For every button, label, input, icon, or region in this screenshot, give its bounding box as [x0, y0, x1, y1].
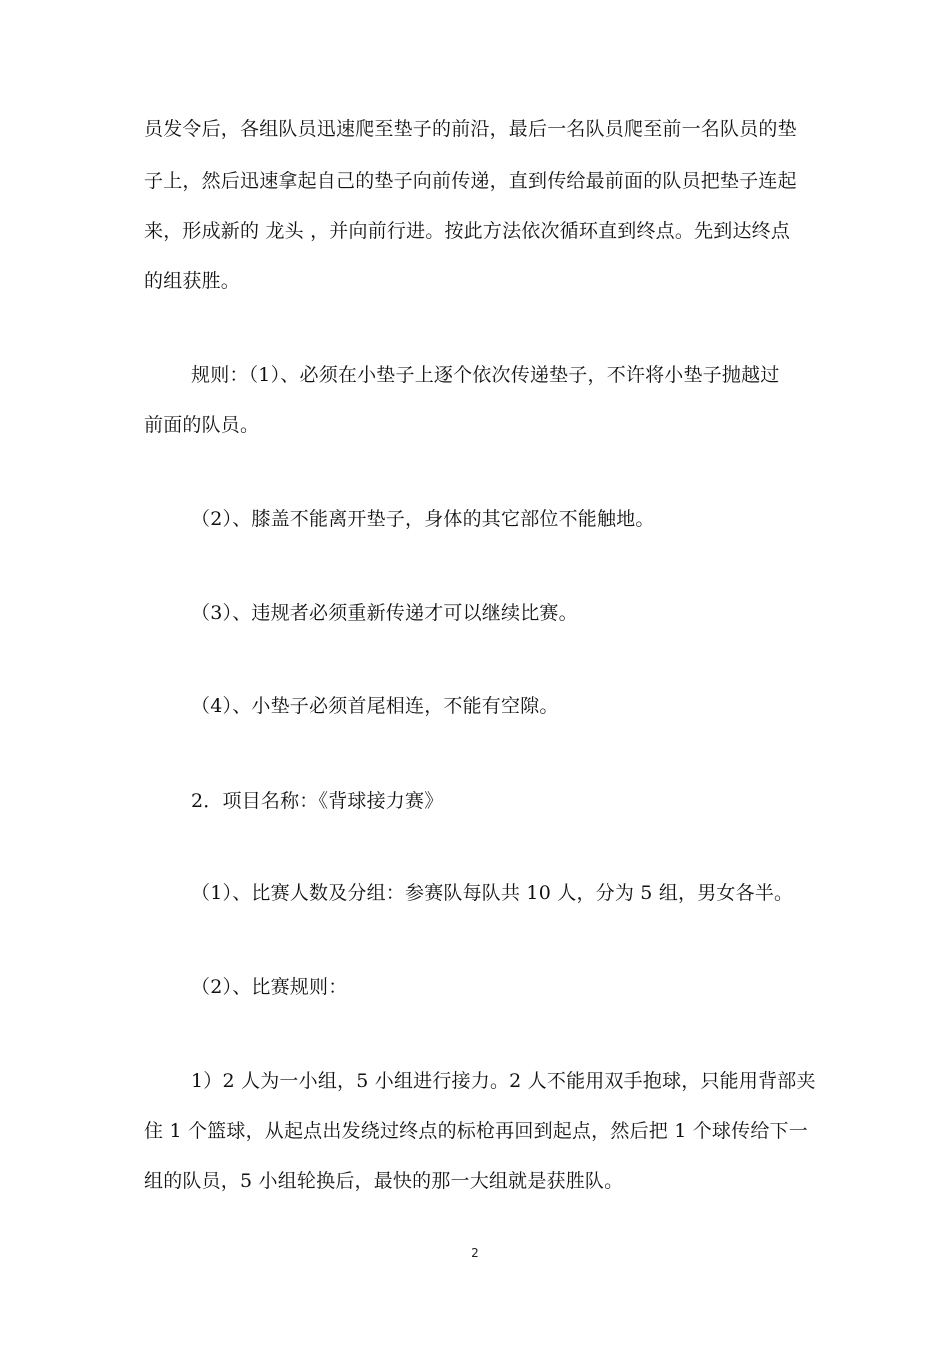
- page-number: 2: [471, 1246, 479, 1260]
- paragraph-line: 的组获胜。: [144, 270, 241, 292]
- paragraph-line: 1）2 人为一小组，5 小组进行接力。2 人不能用双手抱球，只能用背部夹: [191, 1070, 816, 1092]
- rule-item: （3）、违规者必须重新传递才可以继续比赛。: [191, 602, 578, 624]
- paragraph-line: 来，形成新的 龙头 ，并向前行进。按此方法依次循环直到终点。先到达终点: [144, 220, 791, 242]
- rules-line: 规则：（1）、必须在小垫子上逐个依次传递垫子，不许将小垫子抛越过: [191, 364, 780, 386]
- section-item: （1）、比赛人数及分组：参赛队每队共 10 人，分为 5 组，男女各半。: [191, 882, 794, 904]
- paragraph-line: 员发令后，各组队员迅速爬至垫子的前沿，最后一名队员爬至前一名队员的垫: [144, 118, 797, 140]
- section-heading: 2．项目名称：《背球接力赛》: [191, 790, 444, 812]
- paragraph-line: 住 1 个篮球，从起点出发绕过终点的标枪再回到起点，然后把 1 个球传给下一: [144, 1120, 808, 1142]
- rules-line: 前面的队员。: [144, 414, 260, 436]
- rule-item: （2）、膝盖不能离开垫子，身体的其它部位不能触地。: [191, 508, 655, 530]
- paragraph-line: 组的队员，5 小组轮换后，最快的那一大组就是获胜队。: [144, 1170, 624, 1192]
- rule-item: （4）、小垫子必须首尾相连，不能有空隙。: [191, 695, 559, 717]
- section-item: （2）、比赛规则：: [191, 976, 348, 998]
- paragraph-line: 子上，然后迅速拿起自己的垫子向前传递，直到传给最前面的队员把垫子连起: [144, 170, 797, 192]
